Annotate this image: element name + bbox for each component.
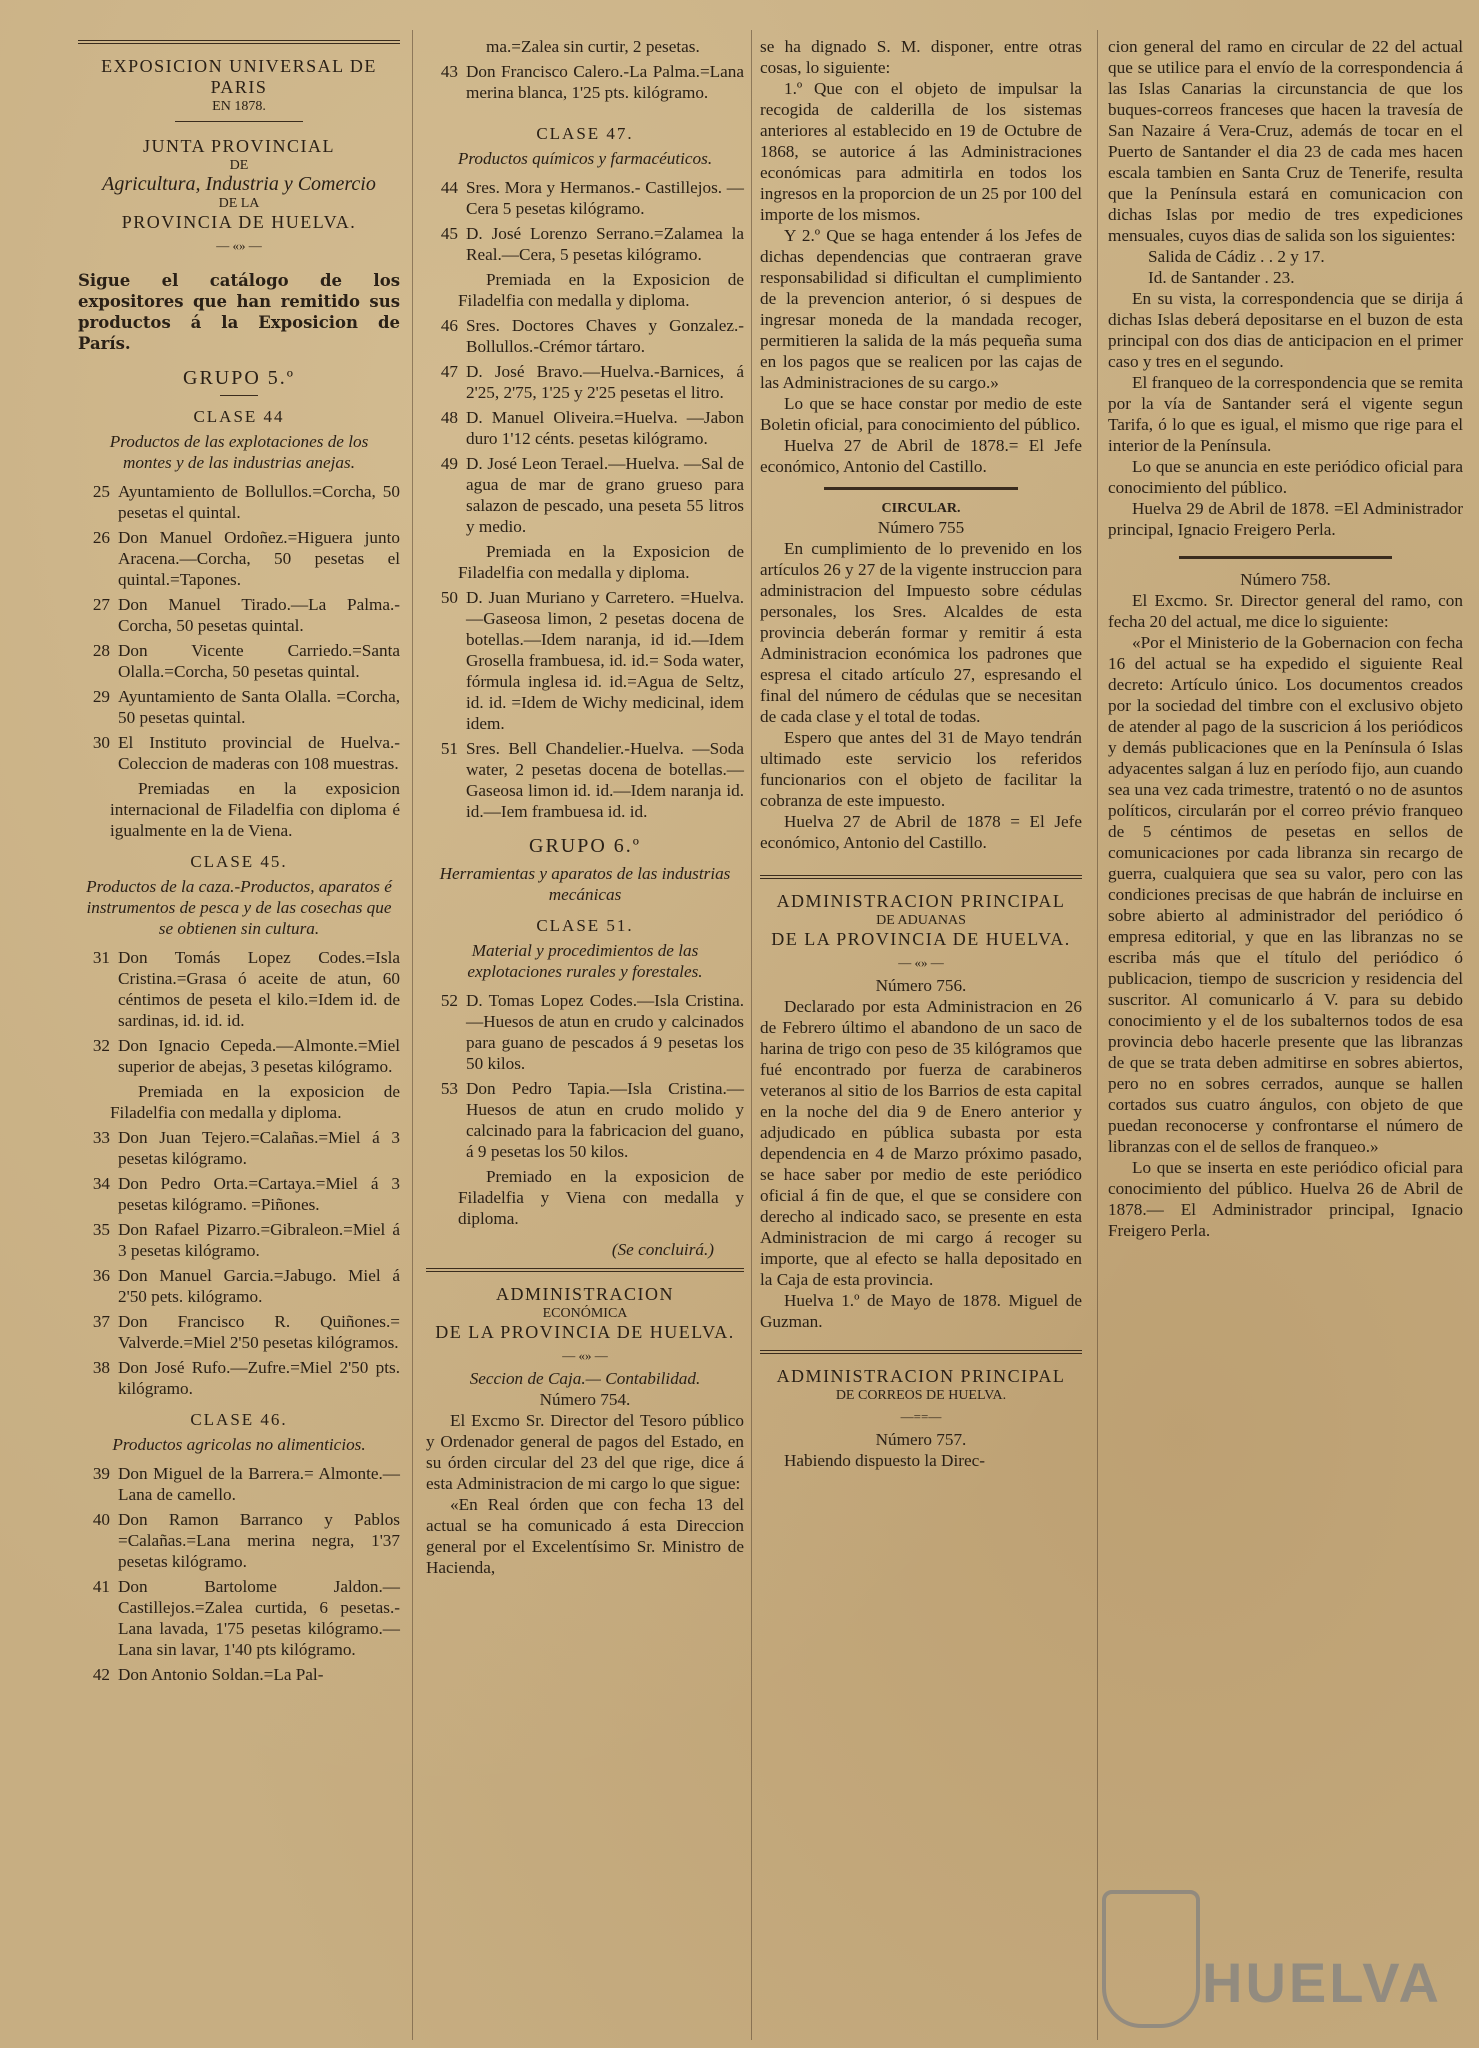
entry-text: Don José Rufo.—Zufre.=Miel 2'50 pts. kilógramo. — [118, 1358, 400, 1398]
clase-47-heading: CLASE 47. — [536, 124, 634, 143]
divider — [220, 395, 259, 396]
section-label: Seccion de Caja.— Contabilidad. — [469, 1369, 701, 1388]
clase-44-heading: CLASE 44 — [193, 407, 285, 426]
paragraph: Declarado por esta Administracion en 26 de Febrero último el abandono de un saco de harina de trigo con peso de 35 kilógramos que fué encontrado por fuerza de carabineros veteranos al sitio de los Barrios de esta capital en la noche del dia 9 de Enero anterior y adjudicado en pública subasta por esta dependencia en 4 de Marzo próximo pasado, se hace saber por medio de este periódico oficial á fin de que, el que se considere con derecho al indicado saco, se presente en esta Administracion de mi cargo á recoger su importe, que al efecto se halla depositado en la Caja de esta provincia. — [760, 997, 1082, 1289]
entry-number: 40 — [92, 1510, 110, 1529]
column-3 — [760, 36, 1082, 1471]
entry-number: 42 — [92, 1665, 110, 1684]
entry-number: 29 — [92, 687, 110, 706]
paragraph: «Por el Ministerio de la Gobernacion con fecha 16 del actual se ha expedido el siguiente Real decreto: Artículo único. Los documentos creados por la sociedad del timbre con el exclusivo objeto de atender al pago de la suscricion á los periódicos y demás publicaciones que en la Península ó Islas adyacentes salgan á luz en período fijo, aun cuando sea una vez cada trimestre, tratentó o no de asuntos políticos, circularán por el correo prévio franqueo de 5 céntimos de pesetas en sellos de comunicaciones por cada libranza sin recargo de guerra, cualquiera que sea su valor, pero con las condiciones precisas de que habrán de incluirse en sobre abierto al administrador del periódico ó empresa editorial, y que en las libranzas no se escriba más que el título del periódico ó publicacion, tiempo de suscricion y residencia del suscritor. Al comunicarlo á V. para su debido conocimiento y el de los subalternos todos de esa provincia debo hacerle presente que las libranzas de que se trata deben admitirse en sobres abiertos, pero no en sobres cerrados, aunque se hallen cortados sus cuatro ángulos, con objeto de que puedan reconocerse y confrontarse el número de libranzas con el de sellos de franqueo.» — [1108, 633, 1463, 1156]
departure-line: Id. de Santander . 23. — [1148, 268, 1295, 287]
list-item — [78, 1576, 400, 1660]
list-item — [78, 640, 400, 682]
list-item — [426, 407, 744, 449]
list-item — [426, 61, 744, 103]
paragraph: cion general del ramo en circular de 22 del actual que se utilice para el envío de la correspondencia á las Islas Canarias la circunstancia de que los buques-correos franceses que hacen la travesía de San Nazaire á Vera-Cruz, además de tocar en el Puerto de Santander el dia 23 de cada mes hacen escala tambien en Santa Cruz de Tenerife, resulta que la Península estará en comunicacion con dichas Islas por medio de tres expediciones mensuales, cuyos dias de salida son los siguientes: — [1108, 37, 1463, 245]
entry-note: Premiado en la exposicion de Filadelfia y Viena con medalla y diploma. — [458, 1167, 744, 1228]
adm-title: ADMINISTRACION — [496, 1284, 674, 1304]
paragraph: El Excmo Sr. Director del Tesoro público y Ordenador general de pagos del Estado, en su órden circular del 23 del que rige, dice á esta Administracion de mi cargo lo que sigue: — [426, 1411, 744, 1493]
notice-number: Número 755 — [877, 518, 965, 537]
entry-number: 43 — [440, 62, 458, 81]
list-item — [78, 1219, 400, 1261]
to-be-concluded: (Se concluirá.) — [611, 1240, 714, 1259]
ornament: —==— — [900, 1409, 942, 1424]
entry-text: Don Tomás Lopez Codes.=Isla Cristina.=Grasa ó aceite de atun, 60 céntimos de peseta el kilo.=Idem id. de sardinas, id. id. id. — [118, 948, 400, 1030]
entry-number: 44 — [440, 178, 458, 197]
divider — [1179, 556, 1392, 559]
adm2-de: DE ADUANAS — [876, 913, 966, 928]
entry-text: D. Manuel Oliveira.=Huelva. —Jabon duro 1'12 cénts. pesetas kilógramo. — [466, 408, 744, 448]
clase-45-subtitle: Productos de la caza.-Productos, aparatos é instrumentos de pesca y de las cosechas que se obtienen sin cultura. — [86, 877, 392, 938]
entry-continuation: ma.=Zalea sin curtir, 2 pesetas. — [486, 37, 700, 56]
list-item — [426, 453, 744, 537]
list-item — [426, 1078, 744, 1162]
paragraph: Lo que se hace constar por medio de este Boletin oficial, para conocimiento del público. — [760, 394, 1082, 434]
entry-number: 33 — [92, 1128, 110, 1147]
column-4 — [1108, 36, 1463, 1241]
paragraph: En cumplimiento de lo prevenido en los artículos 26 y 27 de la vigente instruccion para administracion del Impuesto sobre cédulas personales, los Sres. Alcaldes de esta provincia deberán formar y remitir á esta Administracion económica los padrones que espresa el citado artículo 27, espresando el final del número de cédulas que se necesitan de cada clase y el total de todas. — [760, 539, 1082, 726]
entry-note: Premiada en la Exposicion de Filadelfia con medalla y diploma. — [458, 270, 744, 310]
notice-number: Número 758. — [1240, 570, 1331, 589]
entry-text: Ayuntamiento de Santa Olalla. =Corcha, 50 pesetas quintal. — [118, 687, 400, 727]
entry-text: Don Juan Tejero.=Calañas.=Miel á 3 pesetas kilógramo. — [118, 1128, 400, 1168]
entry-text: Don Francisco R. Quiñones.= Valverde.=Miel 2'50 pesetas kilógramos. — [118, 1312, 400, 1352]
archive-watermark — [1092, 1880, 1472, 2030]
paragraph: Lo que se inserta en este periódico oficial para conocimiento del público. Huelva 26 de Abril de 1878.— El Administrador principal, Ignacio Freigero Perla. — [1108, 1158, 1463, 1240]
entry-text: Don Ramon Barranco y Pablos =Calañas.=Lana merina negra, 1'37 pesetas kilógramo. — [118, 1510, 400, 1571]
clase-44-subtitle: Productos de las explotaciones de los montes y de las industrias anejas. — [109, 432, 369, 472]
list-item — [78, 1173, 400, 1215]
province-title: PROVINCIA DE HUELVA. — [121, 212, 357, 232]
list-item — [78, 1463, 400, 1505]
clase-47-list-cont — [426, 315, 744, 537]
exposition-year: EN 1878. — [212, 99, 266, 114]
clase-51-heading: CLASE 51. — [536, 916, 634, 935]
entry-text: Don Rafael Pizarro.=Gibraleon.=Miel á 3 pesetas kilógramo. — [118, 1220, 400, 1260]
crest-icon — [1102, 1890, 1200, 2028]
entry-text: Don Antonio Soldan.=La Pal- — [118, 1665, 324, 1684]
notice-number: Número 754. — [539, 1390, 631, 1409]
entry-text: Don Pedro Tapia.—Isla Cristina.—Huesos de atun en crudo molido y calcinado para la fabricacion del guano, á 9 pesetas los 50 kilos. — [466, 1079, 744, 1161]
entry-number: 45 — [440, 224, 458, 243]
clase-45-list — [78, 947, 400, 1077]
departure-line: Salida de Cádiz . . 2 y 17. — [1148, 247, 1325, 266]
clase-45-heading: CLASE 45. — [190, 852, 288, 871]
paragraph: Habiendo dispuesto la Direc- — [784, 1451, 985, 1470]
circular-label: CIRCULAR. — [881, 501, 961, 516]
clase-46-list — [78, 1463, 400, 1685]
signature: Huelva 29 de Abril de 1878. =El Administrador principal, Ignacio Freigero Perla. — [1108, 499, 1463, 539]
paragraph: se ha dignado S. M. disponer, entre otras cosas, lo siguiente: — [760, 37, 1082, 77]
clase-46-subtitle: Productos agricolas no alimenticios. — [112, 1435, 366, 1454]
notice-number: Número 756. — [875, 976, 967, 995]
entry-number: 35 — [92, 1220, 110, 1239]
exposition-title: EXPOSICION UNIVERSAL DE PARIS — [101, 56, 377, 97]
entry-number: 27 — [92, 595, 110, 614]
entry-number: 51 — [440, 739, 458, 758]
entry-number: 48 — [440, 408, 458, 427]
entry-number: 30 — [92, 733, 110, 752]
entry-text: Don Vicente Carriedo.=Santa Olalla.=Corcha, 50 pesetas quintal. — [118, 641, 400, 681]
entry-note: Premiada en la Exposicion de Filadelfia con medalla y diploma. — [458, 542, 744, 582]
column-1 — [78, 36, 400, 1689]
entry-number: 25 — [92, 482, 110, 501]
adm2-province: DE LA PROVINCIA DE HUELVA. — [771, 929, 1071, 949]
adm2-title: ADMINISTRACION PRINCIPAL — [776, 891, 1066, 911]
list-item — [78, 1311, 400, 1353]
grupo-6-subtitle: Herramientas y aparatos de las industrias mecánicas — [439, 864, 731, 904]
adm3-title: ADMINISTRACION PRINCIPAL — [776, 1366, 1066, 1386]
list-item — [78, 481, 400, 523]
ornament: — «» — — [562, 1348, 608, 1363]
entry-number: 49 — [440, 454, 458, 473]
entry-text: Don Manuel Ordoñez.=Higuera junto Aracena.—Corcha, 50 pesetas el quintal.=Tapones. — [118, 528, 400, 589]
clase-44-list — [78, 481, 400, 774]
list-item — [426, 361, 744, 403]
paragraph: En su vista, la correspondencia que se dirija á dichas Islas deberá depositarse en el buzon de esta principal con dos dias de anticipacion en el primer caso y tres en el segundo. — [1108, 289, 1463, 371]
list-item — [78, 1127, 400, 1169]
top-rule — [78, 40, 400, 44]
entry-number: 37 — [92, 1312, 110, 1331]
watermark-text: HUELVA — [1202, 1951, 1442, 2014]
entry-number: 38 — [92, 1358, 110, 1377]
list-item — [78, 1357, 400, 1399]
clase-47-subtitle: Productos químicos y farmacéuticos. — [457, 149, 713, 168]
column-2 — [426, 36, 744, 1578]
list-item — [426, 990, 744, 1074]
paragraph: 1.º Que con el objeto de impulsar la recogida de calderilla de los sistemas anteriores al establecido en 19 de Octubre de 1868, se autorice á las Administraciones económicas para admitirla en todos los ingresos en la proporcion de un 25 por 100 del importe de los mismos. — [760, 79, 1082, 224]
entry-text: D. Tomas Lopez Codes.—Isla Cristina.—Huesos de atun en crudo y calcinados para guano de pescados á 9 pesetas los 50 kilos. — [466, 991, 744, 1073]
entry-text: Don Miguel de la Barrera.= Almonte.—Lana de camello. — [118, 1464, 400, 1504]
catalog-intro: Sigue el catálogo de los expositores que han remitido sus productos á la Exposicion de París. — [78, 271, 400, 353]
list-item — [426, 177, 744, 219]
paragraph: Lo que se anuncia en este periódico oficial para conocimiento del público. — [1108, 457, 1463, 497]
adm-province: DE LA PROVINCIA DE HUELVA. — [435, 1322, 735, 1342]
clase-47-list — [426, 177, 744, 265]
entry-text: Don Manuel Tirado.—La Palma.-Corcha, 50 pesetas quintal. — [118, 595, 400, 635]
junta-title: JUNTA PROVINCIAL — [142, 136, 336, 156]
list-item — [78, 947, 400, 1031]
signature: Huelva 27 de Abril de 1878.= El Jefe económico, Antonio del Castillo. — [760, 436, 1082, 476]
entry-number: 47 — [440, 362, 458, 381]
clase-51-list — [426, 990, 744, 1162]
entry-text: D. José Leon Terael.—Huelva. —Sal de agua de mar de grano grueso para salazon de pescado, una peseta 55 litros y medio. — [466, 454, 744, 536]
list-item — [426, 223, 744, 265]
list-item — [78, 527, 400, 590]
grupo-6-heading: GRUPO 6.º — [529, 835, 641, 857]
clase-47-list-cont2 — [426, 587, 744, 822]
entry-number: 53 — [440, 1079, 458, 1098]
dela-label: DE LA — [218, 196, 260, 211]
clase-45-list-cont — [78, 1127, 400, 1399]
entry-text: Sres. Doctores Chaves y Gonzalez.-Bollullos.-Crémor tártaro. — [466, 316, 744, 356]
notice-number: Número 757. — [875, 1430, 967, 1449]
entry-text: Ayuntamiento de Bollullos.=Corcha, 50 pesetas el quintal. — [118, 482, 400, 522]
column-divider — [751, 30, 752, 2040]
divider — [175, 121, 304, 122]
entry-number: 46 — [440, 316, 458, 335]
divider — [824, 487, 1017, 490]
list-item — [426, 315, 744, 357]
column-divider — [1097, 30, 1098, 2040]
entry-number: 31 — [92, 948, 110, 967]
entry-text: Sres. Bell Chandelier.-Huelva. —Soda water, 2 pesetas docena de botellas.—Gaseosa limon id. id.—Idem naranja id. id.—Iem frambuesa id. id. — [466, 739, 744, 821]
list-item — [78, 1509, 400, 1572]
signature: Huelva 27 de Abril de 1878 = El Jefe económico, Antonio del Castillo. — [760, 812, 1082, 852]
entry-number: 26 — [92, 528, 110, 547]
list-item — [426, 587, 744, 734]
entry-text: Don Manuel Garcia.=Jabugo. Miel á 2'50 pets. kilógramo. — [118, 1266, 400, 1306]
paragraph: «En Real órden que con fecha 13 del actual se ha comunicado á esta Direccion general por el Excelentísimo Sr. Ministro de Hacienda, — [426, 1495, 744, 1577]
paragraph: Espero que antes del 31 de Mayo tendrán ultimado este servicio los referidos funcionarios con el objeto de facilitar la cobranza de este impuesto. — [760, 728, 1082, 810]
entry-text: Don Pedro Orta.=Cartaya.=Miel á 3 pesetas kilógramo. =Piñones. — [118, 1174, 400, 1214]
entry-number: 28 — [92, 641, 110, 660]
entry-text: Don Ignacio Cepeda.—Almonte.=Miel superior de abejas, 3 pesetas kilógramo. — [118, 1036, 400, 1076]
section-rule — [760, 1350, 1082, 1354]
paragraph: Y 2.º Que se haga entender á los Jefes de dichas dependencias que contraeran grave responsabilidad si dificultan el cumplimiento de la prevencion anterior, ó si despues de ingresar moneda de la mandada recoger, permitieren la salida de la más pequeña suma en los pagos que se realicen por las cajas de las Administraciones de su cargo.» — [760, 226, 1082, 392]
ornament: — «» — — [898, 955, 944, 970]
entry-text: D. José Lorenzo Serrano.=Zalamea la Real.—Cera, 5 pesetas kilógramo. — [466, 224, 744, 264]
entry-text: D. José Bravo.—Huelva.-Barnices, á 2'25, 2'75, 1'25 y 2'25 pesetas el litro. — [466, 362, 744, 402]
adm3-sub: DE CORREOS DE HUELVA. — [835, 1388, 1007, 1403]
entry-note: Premiada en la exposicion de Filadelfia con medalla y diploma. — [110, 1082, 400, 1122]
entry-number: 34 — [92, 1174, 110, 1193]
paragraph: El franqueo de la correspondencia que se remita por la vía de Santander será el vigente segun Tarifa, ó lo que es igual, el mismo que rige para el interior de la Península. — [1108, 373, 1463, 455]
de-label: DE — [229, 158, 249, 173]
agriculture-title: Agricultura, Industria y Comercio — [102, 173, 376, 195]
clase-46-heading: CLASE 46. — [190, 1410, 288, 1429]
entry-text: El Instituto provincial de Huelva.-Coleccion de maderas con 108 muestras. — [118, 733, 400, 773]
entry-number: 52 — [440, 991, 458, 1010]
entry-text: D. Juan Muriano y Carretero. =Huelva.—Gaseosa limon, 2 pesetas docena de botellas.—Idem naranja, id id.—Idem Grosella frambuesa, id. id.= Soda water, fórmula inglesa id. id.=Agua de Seltz, id. id. =Idem de Wichy medicinal, idem idem. — [466, 588, 744, 733]
signature: Huelva 1.º de Mayo de 1878. Miguel de Guzman. — [760, 1291, 1082, 1331]
column-divider — [412, 30, 413, 2040]
list-item — [78, 1265, 400, 1307]
entry-number: 36 — [92, 1266, 110, 1285]
list-item — [78, 1035, 400, 1077]
paragraph: El Excmo. Sr. Director general del ramo, con fecha 20 del actual, me dice lo siguiente: — [1108, 591, 1463, 631]
entry-number: 32 — [92, 1036, 110, 1055]
list-item — [78, 686, 400, 728]
entry-note: Premiadas en la exposicion internacional de Filadelfia con diploma é igualmente en la de Viena. — [110, 779, 400, 840]
list-item — [78, 732, 400, 774]
list-item — [78, 1664, 400, 1685]
entry-text: Sres. Mora y Hermanos.- Castillejos. —Cera 5 pesetas kilógramo. — [466, 178, 744, 218]
grupo-5-heading: GRUPO 5.º — [183, 367, 295, 389]
section-rule — [426, 1268, 744, 1272]
list-item — [426, 738, 744, 822]
entry-number: 39 — [92, 1464, 110, 1483]
adm-eco: ECONÓMICA — [542, 1306, 628, 1321]
ornament: — «» — — [216, 238, 262, 253]
entry-text: Don Francisco Calero.-La Palma.=Lana merina blanca, 1'25 pts. kilógramo. — [466, 62, 744, 102]
clase-51-subtitle: Material y procedimientos de las explotaciones rurales y forestales. — [467, 941, 703, 981]
entry-text: Don Bartolome Jaldon.—Castillejos.=Zalea curtida, 6 pesetas.-Lana lavada, 1'75 pesetas kilógramo.—Lana sin lavar, 1'40 pts kilógramo. — [118, 1577, 400, 1659]
section-rule — [760, 875, 1082, 879]
list-item — [78, 594, 400, 636]
entry-number: 41 — [92, 1577, 110, 1596]
entry-number: 50 — [440, 588, 458, 607]
